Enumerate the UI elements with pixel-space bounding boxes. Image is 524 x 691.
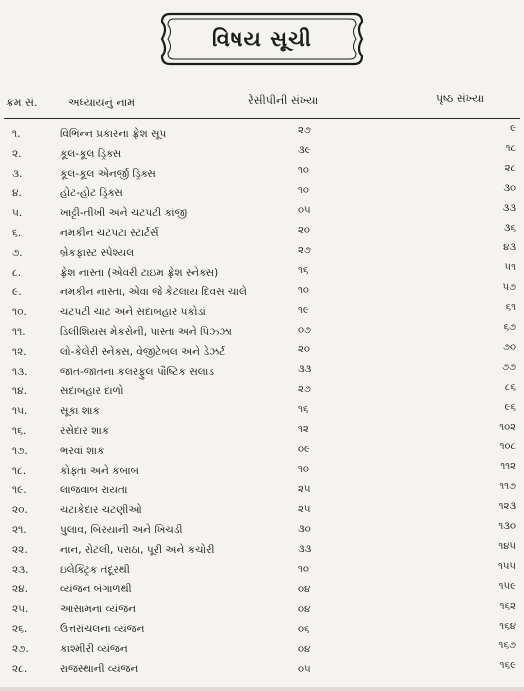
page-number: ૧૦૨ (499, 421, 516, 433)
chapter-title: નમકીન નાસ્તા, એવા જે કેટલાય દિવસ ચાલે (60, 286, 247, 299)
page-number: ૯૬ (504, 401, 516, 413)
recipe-count: ૧૦ (298, 464, 309, 476)
table-row (0, 640, 524, 663)
table-row (0, 421, 524, 445)
chapter-title: સદાબહાર દાળો (60, 385, 124, 398)
table-row (0, 401, 524, 425)
row-number: ૨૮. (12, 662, 28, 675)
row-number: ૧૮. (12, 464, 27, 477)
page-number: ૧૮ (505, 142, 516, 154)
row-number: ૨૦. (12, 504, 28, 517)
table-row (0, 600, 524, 623)
chapter-title: કૂલ-કૂલ ડ્રિંક્સ (60, 147, 122, 160)
chapter-title: કૂલ-કૂલ એનર્જી ડ્રિંક્સ (60, 167, 156, 180)
recipe-count: ૨૭ (298, 244, 311, 256)
chapter-title: ચટપટી ચાટ અને સદાબહાર પકોડાં (60, 306, 206, 319)
chapter-title: ડિલીશિયસ મેકરોની, પાસ્તા અને પિઝ્ઝા (60, 326, 232, 338)
recipe-count: ૩૦ (298, 524, 311, 535)
chapter-title: ઇલેક્ટ્રિક તંદૂરથી (60, 563, 130, 576)
page-number: ૧૬૭ (498, 640, 516, 652)
chapter-title: આસામના વ્યંજન (60, 603, 136, 616)
row-number: ૩. (12, 167, 23, 180)
page-number: ૫૧ (504, 262, 516, 274)
recipe-count: ૦૫ (298, 204, 311, 216)
recipe-count: ૧૯ (298, 304, 309, 316)
table-row (0, 222, 524, 247)
chapter-title: વ્યંજન બંગાળથી (60, 583, 132, 596)
recipe-count: ૩૯ (298, 144, 311, 156)
page-number: ૧૫૯ (498, 580, 516, 592)
page-number: ૮૬ (504, 381, 516, 393)
table-row (0, 580, 524, 603)
recipe-count: ૧૬ (298, 404, 309, 416)
page-number: ૯ (510, 123, 516, 134)
row-number: ૧૪. (12, 385, 27, 398)
recipe-count: ૦૪ (298, 643, 311, 655)
table-row (0, 361, 524, 386)
page-number: ૬૧ (505, 302, 516, 314)
recipe-count: ૩૩ (298, 543, 312, 555)
page-number: ૧૫૫ (497, 560, 516, 572)
row-number: ૨. (12, 147, 22, 160)
row-number: ૧૬. (12, 425, 27, 437)
table-row (0, 341, 524, 366)
recipe-count: ૨૫ (298, 484, 311, 496)
chapter-title: ફ્રેશ નાસ્તા (એવરી ટાઇમ ફ્રેશ સ્નેક્સ) (60, 266, 219, 279)
recipe-count: ૨૦ (298, 344, 310, 356)
title-frame (158, 10, 366, 68)
page-number: ૧૧૭ (499, 481, 516, 493)
row-number: ૨૪. (12, 583, 29, 596)
table-row (0, 202, 524, 227)
table-row (0, 182, 524, 207)
recipe-count: ૦૯ (298, 444, 310, 456)
table-row (0, 660, 524, 683)
header-serial: ક્રમ સં. (6, 96, 38, 109)
page-number: ૩૩ (502, 202, 516, 214)
table-row (0, 441, 524, 465)
row-number: ૨૧. (12, 524, 27, 536)
row-number: ૨૭. (12, 642, 29, 655)
recipe-count: ૧૦ (298, 184, 309, 196)
recipe-count: ૨૫ (298, 504, 311, 516)
chapter-title: લો-કેલેરી સ્નેક્સ, વેજીટેબલ અને ડેઝર્ટ (60, 345, 226, 358)
recipe-count: ૦૫ (298, 663, 311, 675)
table-row (0, 142, 524, 168)
recipe-count: ૧૨ (298, 424, 309, 436)
page-number: ૩૬ (503, 222, 516, 234)
page-number: ૧૬૪ (499, 620, 516, 632)
page-number: ૬૭ (503, 322, 516, 333)
row-number: ૧૫. (12, 405, 28, 418)
page-edge (0, 687, 524, 691)
chapter-title: નમકીન ચટપટા સ્ટાર્ટર્સ (60, 227, 159, 239)
table-row (0, 501, 524, 524)
chapter-title: કાશ્મીરી વ્યંજન (60, 642, 128, 655)
row-number: ૧૯. (12, 484, 27, 497)
row-number: ૧૩. (12, 365, 28, 378)
row-number: ૨૨. (12, 543, 28, 556)
row-number: ૭. (12, 246, 23, 259)
page-number: ૧૩૦ (498, 521, 516, 532)
header-recipes: રેસીપીની સંખ્યા (248, 94, 319, 107)
chapter-title: ચટાકેદાર ચટણીઓ (60, 504, 142, 517)
table-row (0, 123, 524, 148)
row-number: ૧૭. (12, 444, 28, 457)
header-divider (4, 118, 520, 119)
table-row (0, 242, 524, 267)
recipe-count: ૧૦ (298, 563, 309, 575)
row-number: ૨૫. (12, 603, 29, 616)
header-page: પૃષ્ઠ સંખ્યા (436, 92, 485, 105)
page-number: ૭૦ (503, 341, 516, 353)
table-row (0, 461, 524, 485)
table-row (0, 322, 524, 346)
chapter-title: સૂકા શાક (60, 405, 100, 418)
chapter-title: કોફ્તા અને કબાબ (60, 464, 139, 477)
recipe-count: ૦૭ (298, 324, 311, 336)
table-row (0, 282, 524, 306)
page-number: ૧૦૮ (499, 441, 516, 453)
header-chapter: અધ્યાયનું નામ (68, 96, 136, 109)
table-row (0, 262, 524, 287)
recipe-count: ૦૪ (298, 603, 311, 615)
table-row (0, 302, 524, 326)
table-row (0, 521, 524, 544)
row-number: ૫. (12, 207, 23, 220)
page-title: વિષય સૂચી (212, 26, 312, 51)
chapter-title: ભરવાં શાક (60, 444, 105, 457)
recipe-count: ૩૩ (298, 364, 312, 376)
chapter-title: રસેદાર શાક (60, 425, 110, 437)
table-row (0, 540, 524, 564)
chapter-title: પુલાવ, બિરયાની અને ખિચડી (60, 524, 183, 536)
table-row (0, 560, 524, 584)
chapter-title: રાજસ્થાની વ્યંજન (60, 662, 139, 675)
page-number: ૫૭ (502, 282, 516, 294)
row-number: ૧૨. (12, 345, 27, 358)
table-row (0, 620, 524, 643)
table-row (0, 162, 524, 188)
table-row (0, 381, 524, 405)
chapter-title: બ્રેકફાસ્ટ સ્પેશ્યલ (60, 246, 135, 259)
page-number: ૪૩ (503, 242, 516, 254)
recipe-count: ૧૬ (298, 264, 309, 276)
page-number: ૨૮ (504, 162, 516, 174)
page-number: ૧૨૩ (498, 501, 516, 513)
row-number: ૬. (12, 227, 22, 239)
recipe-count: ૧૦ (298, 164, 309, 176)
row-number: ૧૧. (12, 326, 26, 338)
page-number: ૧૬૨ (499, 600, 516, 612)
chapter-title: ખાટ્ટી-તીખી અને ચટપટી કાંજી (60, 207, 188, 220)
page-number: ૧૧૨ (500, 461, 516, 473)
recipe-count: ૦૪ (298, 583, 311, 595)
recipe-count: ૨૭ (298, 125, 311, 136)
row-number: ૧૦. (12, 306, 27, 319)
chapter-title: વિભિન્ન પ્રકારના ફ્રેશ સૂપ (60, 128, 167, 140)
chapter-title: હોટ-હોટ ડ્રિંક્સ (60, 187, 123, 200)
row-number: ૨૩. (12, 563, 29, 576)
table-header (0, 88, 524, 118)
page-number: ૭૭ (502, 361, 516, 373)
recipe-count: ૦૬ (298, 623, 310, 635)
recipe-count: ૧૦ (298, 284, 309, 296)
page-number: ૧૪૫ (498, 540, 516, 552)
chapter-title: ઉત્તરાંચલના વ્યંજન (60, 623, 145, 635)
row-number: ૯. (12, 286, 22, 299)
recipe-count: ૨૦ (298, 224, 310, 236)
recipe-count: ૨૭ (298, 384, 311, 396)
row-number: ૨૬. (12, 623, 28, 635)
page-number: ૩૦ (503, 182, 516, 194)
chapter-title: જાત-જાતના કલરફુલ પૌષ્ટિક સલાડ (60, 365, 215, 378)
page-number: ૧૬૯ (499, 660, 516, 672)
table-row (0, 481, 524, 504)
row-number: ૪. (12, 187, 22, 200)
chapter-title: લાજવાબ રાયતા (60, 484, 128, 497)
row-number: ૮. (12, 266, 22, 279)
row-number: ૧. (12, 128, 21, 140)
chapter-title: નાન, રોટલી, પરાઠા, પૂરી અને કચોરી (60, 543, 215, 556)
